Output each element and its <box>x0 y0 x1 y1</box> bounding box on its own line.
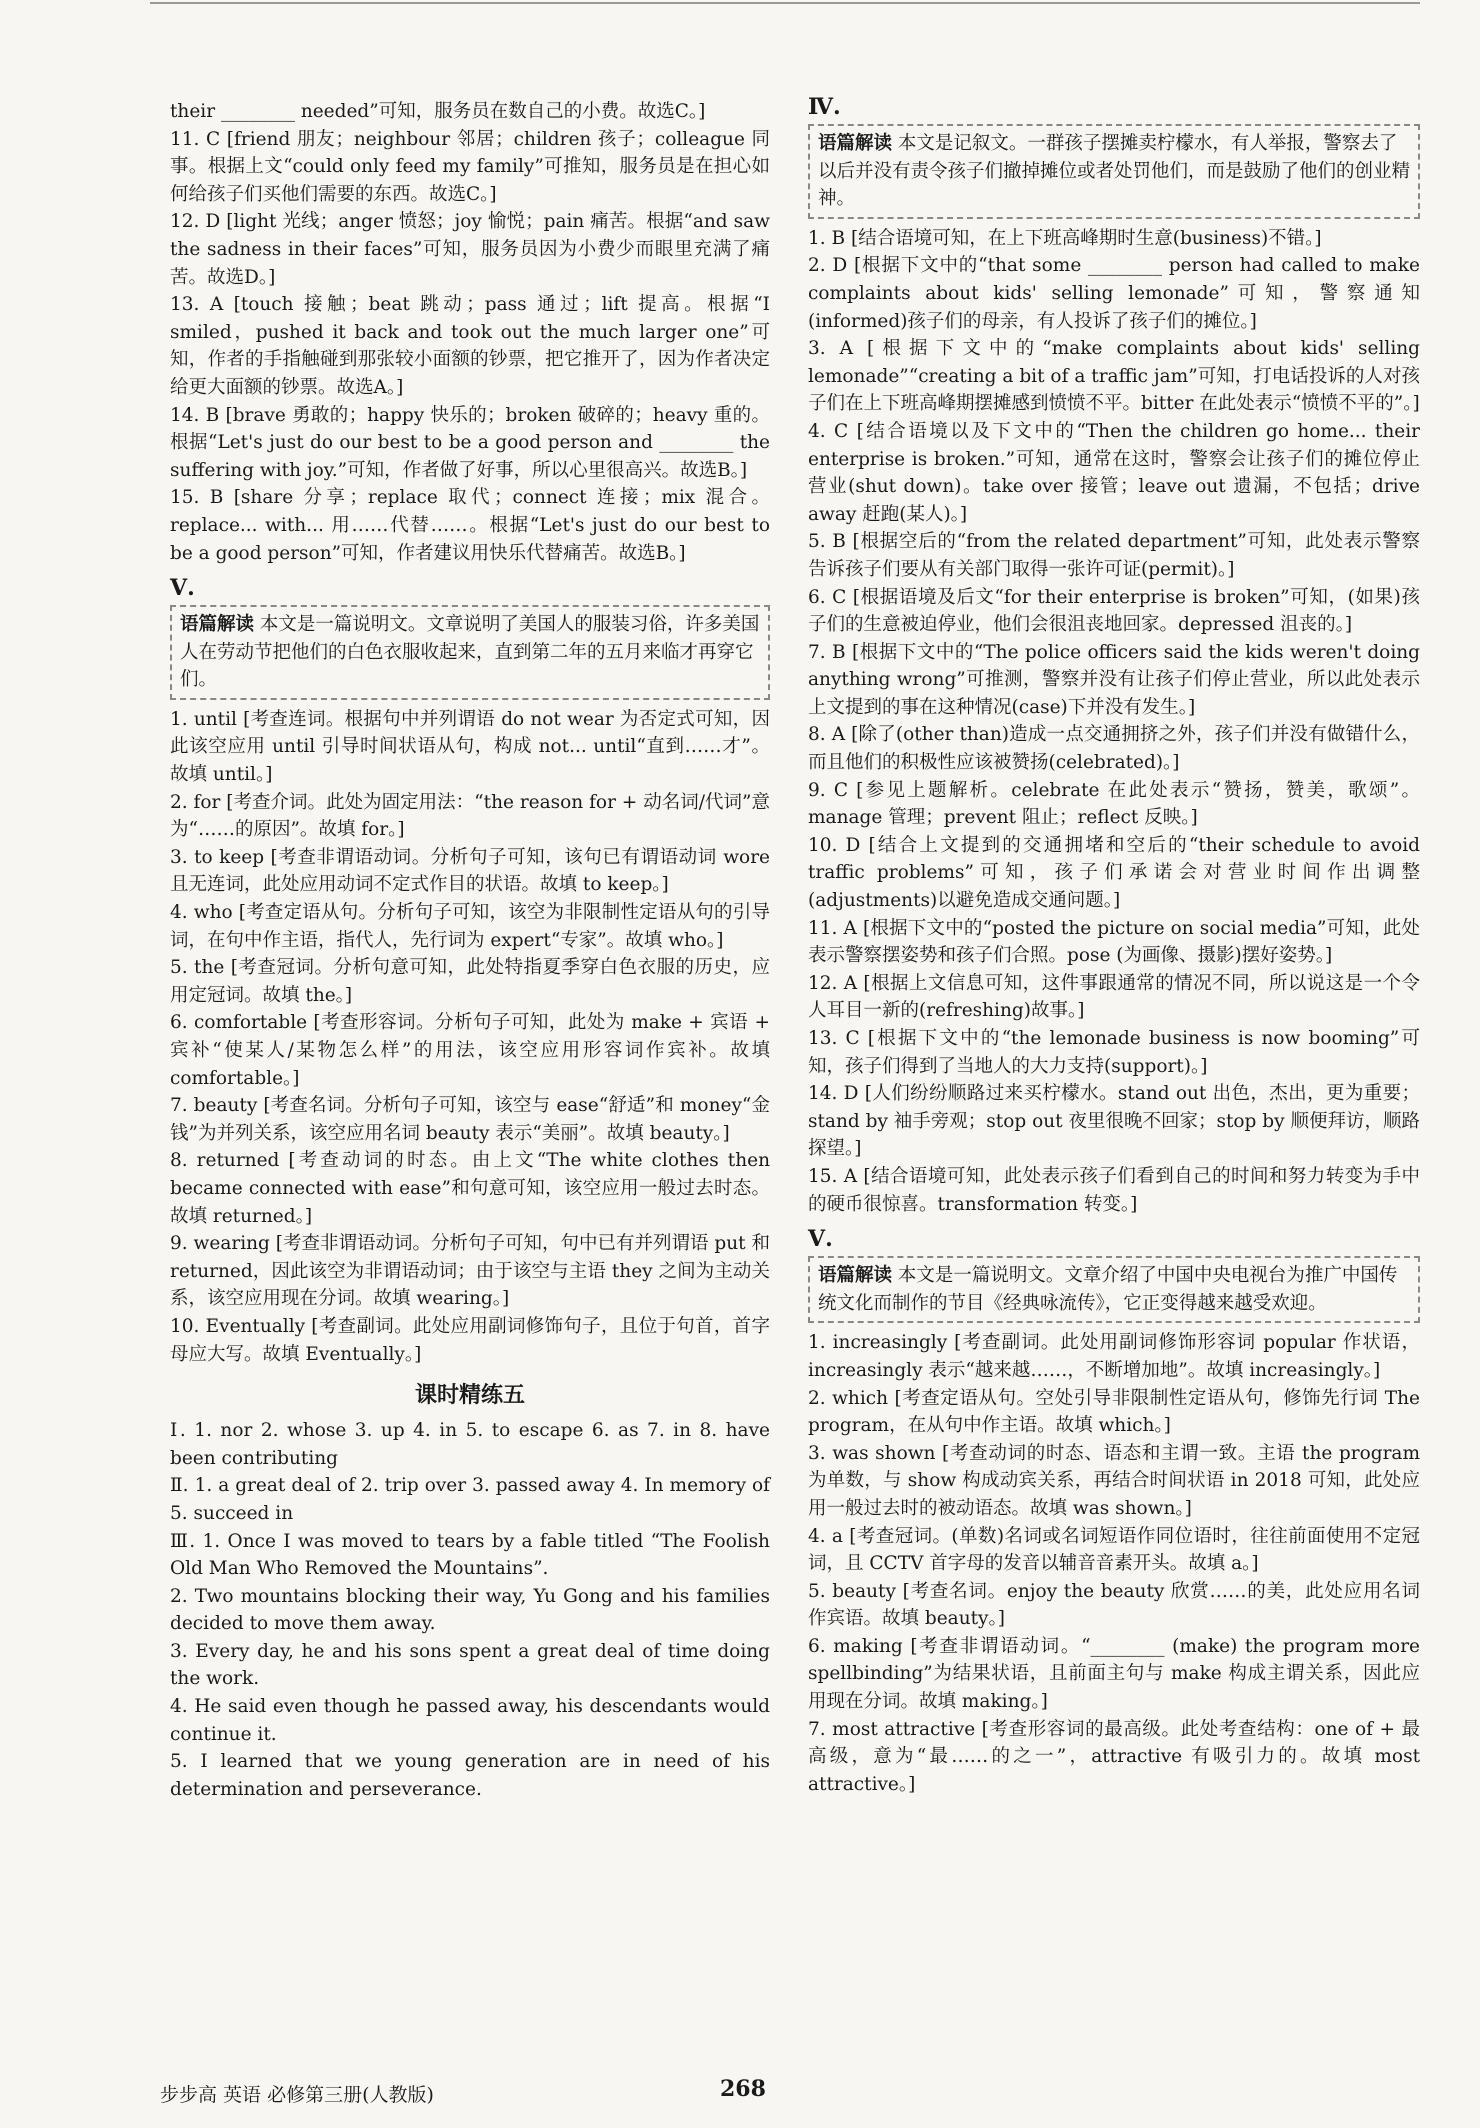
answer-item: 11. A [根据下文中的“posted the picture on social media”可知，此处表示警察摆姿势和孩子们合照。pose (为画像、摄影)摆好姿势。] <box>808 917 1420 967</box>
book-footer: 步步高 英语 必修第三册(人教版) <box>160 2084 434 2106</box>
exercise-1-text: 1. nor 2. whose 3. up 4. in 5. to escape 6. as 7. in 8. have been contributing <box>170 1420 770 1469</box>
answer-item: 11. C [friend 朋友；neighbour 邻居；children 孩子；colleague 同事。根据上文“could only feed my family”可推知，服务员是在担心如何给孩子们买他们需要的东西。故选C。] <box>170 128 770 205</box>
answer-item: 14. D [人们纷纷顺路过来买柠檬水。stand out 出色，杰出，更为重要；stand by 袖手旁观；stop out 夜里很晚不回家；stop by 顺便拜访，顺路探望。] <box>808 1083 1420 1160</box>
exercise-2-label: Ⅱ. <box>170 1475 189 1497</box>
exercise-2-text: 1. a great deal of 2. trip over 3. passed away 4. In memory of 5. succeed in <box>170 1475 770 1524</box>
exercise-3-item: 5. I learned that we young generation are in need of his determination and perseverance. <box>170 1751 770 1800</box>
answer-item: 5. beauty [考查名词。enjoy the beauty 欣赏……的美，此处应用名词作宾语。故填 beauty。] <box>808 1580 1420 1630</box>
answer-list-b <box>170 706 770 1368</box>
answer-item: 13. C [根据下文中的“the lemonade business is now booming”可知，孩子们得到了当地人的大力支持(support)。] <box>808 1028 1420 1077</box>
section-heading: Ⅴ. <box>808 1226 833 1253</box>
section-heading: Ⅴ. <box>170 575 195 602</box>
answer-item: 7. beauty [考查名词。分析句子可知，该空与 ease“舒适”和 money“金钱”为并列关系，该空应用名词 beauty 表示“美丽”。故填 beauty。] <box>170 1095 770 1144</box>
answer-item: 4. C [结合语境以及下文中的“Then the children go home... their enterprise is broken.”可知，通常在这时，警察会让孩子们的摊位停止营业(shut down)。take over 接管；leave out 遗漏，不包括；drive away 赶跑(某人)。] <box>808 420 1420 525</box>
answer-item: 2. for [考查介词。此处为固定用法：“the reason for + 动名词/代词”意为“……的原因”。故填 for。] <box>170 791 770 841</box>
exercise-1 <box>170 1417 770 1472</box>
continued-answer: their ________ needed”可知，服务员在数自己的小费。故选C。] <box>170 101 706 122</box>
answer-item: 8. returned [考查动词的时态。由上文“The white clothes then became connected with ease”和句意可知，该空应用一般过去时态。故填 returned。] <box>170 1150 770 1227</box>
answer-list-a <box>170 126 770 568</box>
exercise-3-label-line <box>170 1528 770 1583</box>
answer-item: 6. C [根据语境及后文“for their enterprise is broken”可知，(如果)孩子们的生意被迫停业，他们会很沮丧地回家。depressed 沮丧的。] <box>808 586 1420 636</box>
passage-analysis-box <box>170 605 770 700</box>
answer-item: 10. Eventually [考查副词。此处应用副词修饰句子，且位于句首，首字母应大写。故填 Eventually。] <box>170 1315 770 1365</box>
passage-analysis-text: 本文是一篇说明文。文章说明了美国人的服装习俗，许多美国人在劳动节把他们的白色衣服收起来，直到第二年的五月来临才再穿它们。 <box>180 614 760 691</box>
answer-item: 13. A [touch 接触；beat 跳动；pass 通过；lift 提高。根据“I smiled，pushed it back and took out the much larger one”可知，作者的手指触碰到那张较小面额的钞票，把它推开了，因为作者决定给更大面额的钞票。故选A。] <box>170 294 770 398</box>
passage-analysis-tag: 语篇解读 <box>818 133 893 154</box>
answer-item: 3. to keep [考查非谓语动词。分析句子可知，该句已有谓语动词 wore 且无连词，此处应用动词不定式作目的状语。故填 to keep。] <box>170 846 770 896</box>
answer-list-b <box>808 1329 1420 1798</box>
passage-analysis-text: 本文是记叙文。一群孩子摆摊卖柠檬水，有人举报，警察去了以后并没有责令孩子们撤掉摊位或者处罚他们，而是鼓励了他们的创业精神。 <box>818 133 1411 210</box>
passage-analysis-tag: 语篇解读 <box>818 1265 893 1287</box>
answer-item: 4. who [考查定语从句。分析句子可知，该空为非限制性定语从句的引导词，在句中作主语，指代人，先行词为 expert“专家”。故填 who。] <box>170 902 770 951</box>
page-number: 268 <box>720 2076 766 2102</box>
answer-item: 2. D [根据下文中的“that some ________ person had called to make complaints about kids' selling lemonade”可知，警察通知(informed)孩子们的母亲，有人投诉了孩子们的摊位。] <box>808 255 1420 332</box>
exercise-3-item: 2. Two mountains blocking their way, Yu Gong and his families decided to move them away. <box>170 1585 770 1635</box>
passage-analysis-box <box>808 1256 1420 1323</box>
answer-list-a <box>808 225 1420 1218</box>
exercise-3-item: 3. Every day, he and his sons spent a great deal of time doing the work. <box>170 1640 770 1690</box>
exercise-1-label: Ⅰ. <box>170 1420 186 1442</box>
answer-item: 2. which [考查定语从句。空处引导非限制性定语从句，修饰先行词 The program，在从句中作主语。故填 which。] <box>808 1387 1420 1437</box>
top-rule <box>150 2 1420 4</box>
answer-item: 7. B [根据下文中的“The police officers said the kids weren't doing anything wrong”可推测，警察并没有让孩子们停止营业，所以此处表示上文提到的事在这种情况(case)下并没有发生。] <box>808 641 1420 718</box>
answer-item: 12. A [根据上文信息可知，这件事跟通常的情况不同，所以说这是一个令人耳目一新的(refreshing)故事。] <box>808 972 1420 1022</box>
exercise-3-label: Ⅲ. <box>170 1530 196 1552</box>
right-column <box>808 94 1420 1798</box>
left-column <box>170 98 770 1803</box>
exercise-2 <box>170 1472 770 1527</box>
answer-item: 9. C [参见上题解析。celebrate 在此处表示“赞扬，赞美，歌颂”。manage 管理；prevent 阻止；reflect 反映。] <box>808 779 1420 829</box>
answer-item: 3. was shown [考查动词的时态、语态和主谓一致。主语 the program 为单数，与 show 构成动宾关系，再结合时间状语 in 2018 可知，此处应用一般过去时的被动语态。故填 was shown。] <box>808 1442 1420 1519</box>
answer-item: 5. the [考查冠词。分析句意可知，此处特指夏季穿白色衣服的历史，应用定冠词。故填 the。] <box>170 957 770 1006</box>
answer-item: 7. most attractive [考查形容词的最高级。此处考查结构：one of + 最高级，意为“最……的之一”，attractive 有吸引力的。故填 most attractive。] <box>808 1718 1420 1795</box>
answer-item: 6. making [考查非谓语动词。“________ (make) the program more spellbinding”为结果状语，且前面主句与 make 构成主谓关系，因此应用现在分词。故填 making。] <box>808 1635 1420 1713</box>
answer-item: 14. B [brave 勇敢的；happy 快乐的；broken 破碎的；heavy 重的。根据“Let's just do our best to be a good person and ________ the suffering with joy.”可知，作者做了好事，所以心里很高兴。故选B。] <box>170 404 770 481</box>
answer-item: 4. a [考查冠词。(单数)名词或名词短语作同位语时，往往前面使用不定冠词，且 CCTV 首字母的发音以辅音音素开头。故填 a。] <box>808 1525 1420 1575</box>
answer-item: 5. B [根据空后的“from the related department”可知，此处表示警察告诉孩子们要从有关部门取得一张许可证(permit)。] <box>808 531 1420 580</box>
answer-item: 9. wearing [考查非谓语动词。分析句子可知，句中已有并列谓语 put 和 returned，因此该空为非谓语动词；由于该空与主语 they 之间为主动关系，该空应用现在分词。故填 wearing。] <box>170 1233 770 1310</box>
exercise-3-item: 1. Once I was moved to tears by a fable titled “The Foolish Old Man Who Removed the Mountains”. <box>170 1530 770 1580</box>
passage-analysis-box <box>808 124 1420 219</box>
answer-item: 1. until [考查连词。根据句中并列谓语 do not wear 为否定式可知，因此该空应用 until 引导时间状语从句，构成 not... until“直到……才”。故填 until。] <box>170 708 770 786</box>
answer-item: 15. A [结合语境可知，此处表示孩子们看到自己的时间和努力转变为手中的硬币很惊喜。transformation 转变。] <box>808 1165 1420 1215</box>
answer-item: 15. B [share 分享；replace 取代；connect 连接；mix 混合。replace... with... 用……代替……。根据“Let's just do our best to be a good person”可知，作者建议用快乐代替痛苦。故选B。] <box>170 487 770 564</box>
exercise-3-item: 4. He said even though he passed away, his descendants would continue it. <box>170 1696 770 1745</box>
answer-item: 3. A [根据下文中的“make complaints about kids' selling lemonade”“creating a bit of a traffic jam”可知，打电话投诉的人对孩子们在上下班高峰期摆摊感到愤愤不平。bitter 在此处表示“愤愤不平的”。] <box>808 338 1420 415</box>
answer-item: 12. D [light 光线；anger 愤怒；joy 愉悦；pain 痛苦。根据“and saw the sadness in their faces”可知，服务员因为小费少而眼里充满了痛苦。故选D。] <box>170 211 770 288</box>
answer-item: 6. comfortable [考查形容词。分析句子可知，此处为 make + 宾语 + 宾补“使某人/某物怎么样”的用法，该空应用形容词作宾补。故填 comfortable。] <box>170 1012 770 1089</box>
answer-item: 1. increasingly [考查副词。此处用副词修饰形容词 popular 作状语，increasingly 表示“越来越……，不断增加地”。故填 increasingly。] <box>808 1332 1420 1381</box>
answer-item: 10. D [结合上文提到的交通拥堵和空后的“their schedule to avoid traffic problems”可知，孩子们承诺会对营业时间作出调整(adjustments)以避免造成交通问题。] <box>808 834 1420 912</box>
lesson-title: 课时精练五 <box>414 1383 525 1409</box>
answer-item: 1. B [结合语境可知，在上下班高峰期时生意(business)不错。] <box>808 227 1322 249</box>
passage-analysis-tag: 语篇解读 <box>180 614 255 636</box>
answer-item: 8. A [除了(other than)造成一点交通拥挤之外，孩子们并没有做错什么，而且他们的积极性应该被赞扬(celebrated)。] <box>808 724 1420 774</box>
passage-analysis-text: 本文是一篇说明文。文章介绍了中国中央电视台为推广中国传统文化而制作的节目《经典咏流传》，它正变得越来越受欢迎。 <box>818 1265 1398 1314</box>
section-heading: Ⅳ. <box>808 94 841 120</box>
